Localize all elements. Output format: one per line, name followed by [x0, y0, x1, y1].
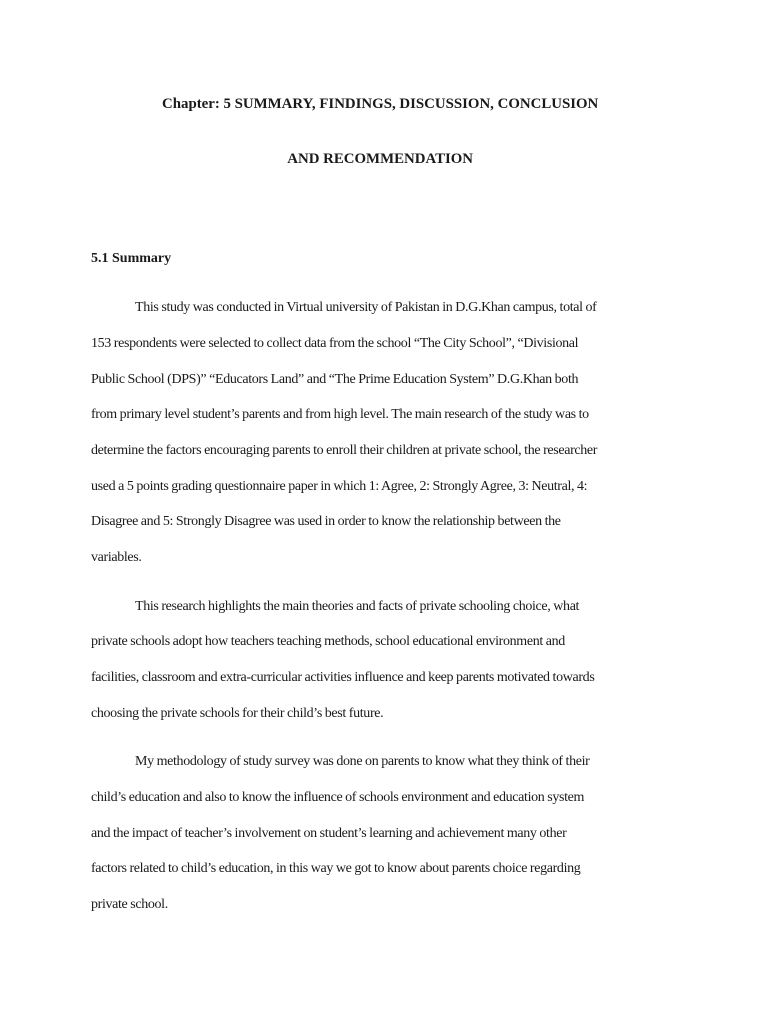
- paragraph-2-line-2: private schools adopt how teachers teaching methods, school educational environment and: [91, 634, 565, 649]
- paragraph-2-line-1: This research highlights the main theories and facts of private schooling choice, what: [135, 599, 580, 614]
- paragraph-1-line-3: Public School (DPS)” “Educators Land” and “The Prime Education System” D.G.Khan both: [91, 372, 579, 387]
- paragraph-3-line-5: private school.: [91, 897, 168, 912]
- paragraph-3-line-3: and the impact of teacher’s involvement on student’s learning and achievement many other: [91, 826, 567, 841]
- paragraph-1-line-4: from primary level student’s parents and from high level. The main research of the study was to: [91, 407, 589, 422]
- paragraph-1-line-1: This study was conducted in Virtual university of Pakistan in D.G.Khan campus, total of: [135, 300, 597, 315]
- paragraph-2-line-4: choosing the private schools for their child’s best future.: [91, 706, 384, 721]
- paragraph-3-line-1: My methodology of study survey was done on parents to know what they think of their: [135, 754, 590, 769]
- paragraph-1-line-8: variables.: [91, 550, 142, 565]
- paragraph-3-line-4: factors related to child’s education, in this way we got to know about parents choice regarding: [91, 861, 581, 876]
- chapter-title-line-1: Chapter: 5 SUMMARY, FINDINGS, DISCUSSION, CONCLUSION: [162, 96, 599, 112]
- paragraph-1-line-7: Disagree and 5: Strongly Disagree was used in order to know the relationship between the: [91, 514, 561, 529]
- paragraph-1-line-2: 153 respondents were selected to collect data from the school “The City School”, “Divisional: [91, 336, 579, 351]
- chapter-title-line-2: AND RECOMMENDATION: [287, 151, 474, 167]
- paragraph-2-line-3: facilities, classroom and extra-curricular activities influence and keep parents motivated towards: [91, 670, 595, 685]
- paragraph-3-line-2: child’s education and also to know the influence of schools environment and education system: [91, 790, 585, 805]
- paragraph-1-line-6: used a 5 points grading questionnaire paper in which 1: Agree, 2: Strongly Agree, 3: Neutral, 4:: [91, 479, 588, 494]
- section-heading-summary: 5.1 Summary: [91, 251, 172, 266]
- paragraph-1-line-5: determine the factors encouraging parents to enroll their children at private school, the researcher: [91, 443, 598, 458]
